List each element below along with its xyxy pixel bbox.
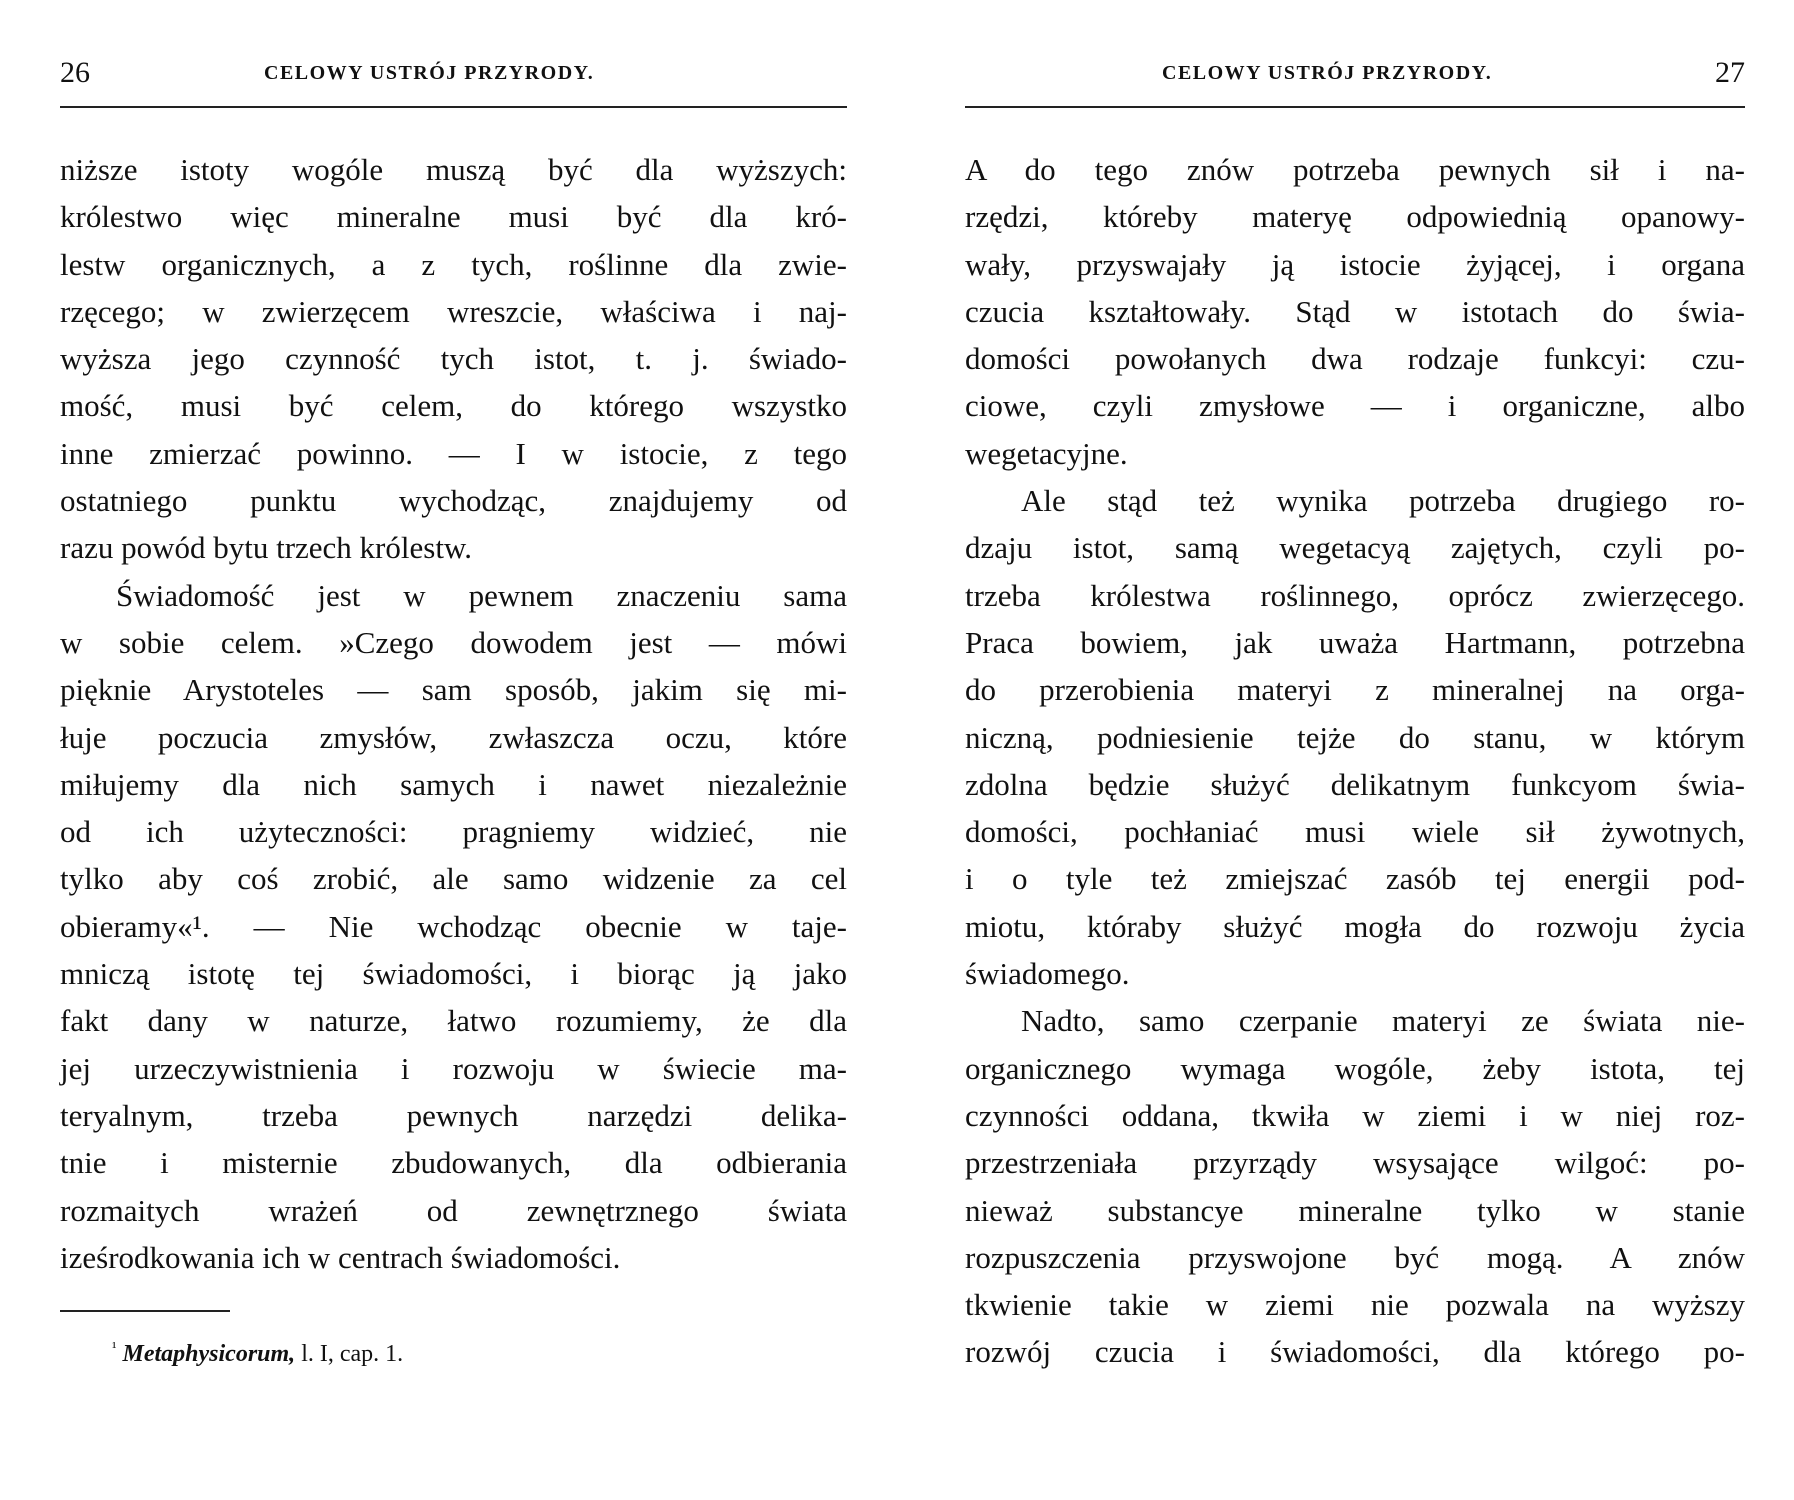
text-line: Świadomość jest w pewnem znaczeniu sama <box>116 577 847 613</box>
text-line: rozpuszczenia przyswojone być mogą. A znów <box>965 1239 1745 1275</box>
text-line: A do tego znów potrzeba pewnych sił i na- <box>965 152 1745 187</box>
footnote-ref: l. I, cap. 1. <box>301 1341 404 1367</box>
text-line: świadomego. <box>965 956 1130 992</box>
text-line: dzaju istot, samą wegetacyą zajętych, czyli po- <box>965 530 1745 566</box>
footnote-rule <box>60 1310 230 1312</box>
page-number: 26 <box>60 56 90 89</box>
header-rule <box>965 106 1745 108</box>
text-line: nieważ substancye mineralne tylko w stanie <box>965 1192 1745 1228</box>
text-line: jej urzeczywistnienia i rozwoju w świecie ma- <box>60 1050 847 1086</box>
text-line: trzeba królestwa roślinnego, oprócz zwierzęcego. <box>965 577 1745 613</box>
text-line: ostatniego punktu wychodząc, znajdujemy od <box>60 483 847 519</box>
text-line: tnie i misternie zbudowanych, dla odbierania <box>60 1145 847 1181</box>
body-text <box>965 146 1745 1376</box>
text-line: mość, musi być celem, do którego wszystko <box>60 388 847 424</box>
text-line: organicznego wymaga wogóle, żeby istota, tej <box>965 1050 1745 1086</box>
text-line: królestwo więc mineralne musi być dla kró- <box>60 199 847 235</box>
footnote-mark: ¹ <box>112 1340 117 1356</box>
running-title: CELOWY USTRÓJ PRZYRODY. <box>1162 62 1493 84</box>
left-page <box>60 0 847 1500</box>
text-line: rzęcego; w zwierzęcem wreszcie, właściwa i naj- <box>60 293 847 329</box>
page-number: 27 <box>1715 56 1745 89</box>
text-line: pięknie Arystoteles — sam sposób, jakim się mi- <box>60 672 847 708</box>
running-title: CELOWY USTRÓJ PRZYRODY. <box>264 62 595 84</box>
text-line: obieramy«¹. — Nie wchodząc obecnie w taje- <box>60 908 847 944</box>
text-line: miotu, któraby służyć mogła do rozwoju życia <box>965 908 1745 944</box>
text-line: inne zmierzać powinno. — I w istocie, z tego <box>60 435 847 471</box>
text-line: iześrodkowania ich w centrach świadomości. <box>60 1239 621 1275</box>
text-line: rzędzi, któreby materyę odpowiednią opanowy- <box>965 199 1745 235</box>
text-line: i o tyle też zmiejszać zasób tej energii pod- <box>965 861 1745 897</box>
text-line: zdolna będzie służyć delikatnym funkcyom świa- <box>965 766 1745 802</box>
text-line: czucia kształtowały. Stąd w istotach do świa- <box>965 293 1745 329</box>
text-line: miłujemy dla nich samych i nawet niezależnie <box>60 766 847 802</box>
text-line: niższe istoty wogóle muszą być dla wyższych: <box>60 152 847 187</box>
body-text <box>60 146 847 1281</box>
text-line: Nadto, samo czerpanie materyi ze świata nie- <box>1021 1003 1745 1039</box>
text-line: wyższa jego czynność tych istot, t. j. świado- <box>60 341 847 377</box>
text-line: wały, przyswajały ją istocie żyjącej, i organa <box>965 246 1745 282</box>
text-line: do przerobienia materyi z mineralnej na orga- <box>965 672 1745 708</box>
text-line: lestw organicznych, a z tych, roślinne dla zwie- <box>60 246 847 282</box>
right-page <box>965 0 1745 1500</box>
text-line: Ale stąd też wynika potrzeba drugiego ro- <box>1021 483 1745 519</box>
text-line: rozwój czucia i świadomości, dla którego po- <box>965 1334 1745 1370</box>
text-line: tkwienie takie w ziemi nie pozwala na wyższy <box>965 1287 1745 1323</box>
text-line: czynności oddana, tkwiła w ziemi i w niej roz- <box>965 1097 1745 1133</box>
text-line: tylko aby coś zrobić, ale samo widzenie za cel <box>60 861 847 897</box>
text-line: teryalnym, trzeba pewnych narzędzi delika- <box>60 1097 847 1133</box>
text-line: od ich użyteczności: pragniemy widzieć, nie <box>60 814 847 850</box>
footnote <box>112 1340 403 1368</box>
text-line: fakt dany w naturze, łatwo rozumiemy, że dla <box>60 1003 847 1039</box>
text-line: Praca bowiem, jak uważa Hartmann, potrzebna <box>965 624 1745 660</box>
text-line: domości powołanych dwa rodzaje funkcyi: czu- <box>965 341 1745 377</box>
text-line: mniczą istotę tej świadomości, i biorąc ją jako <box>60 956 847 992</box>
text-line: razu powód bytu trzech królestw. <box>60 530 473 566</box>
text-line: ciowe, czyli zmysłowe — i organiczne, albo <box>965 388 1745 424</box>
text-line: domości, pochłaniać musi wiele sił żywotnych, <box>965 814 1745 850</box>
page-header <box>965 56 1745 96</box>
text-line: przestrzeniała przyrządy wsysające wilgoć: po- <box>965 1145 1745 1181</box>
footnote-title: Metaphysicorum, <box>122 1341 296 1367</box>
page-header <box>60 56 847 96</box>
text-line: wegetacyjne. <box>965 435 1128 471</box>
text-line: w sobie celem. »Czego dowodem jest — mówi <box>60 624 847 660</box>
text-line: rozmaitych wrażeń od zewnętrznego świata <box>60 1192 847 1228</box>
text-line: niczną, podniesienie tejże do stanu, w którym <box>965 719 1745 755</box>
header-rule <box>60 106 847 108</box>
text-line: łuje poczucia zmysłów, zwłaszcza oczu, które <box>60 719 847 755</box>
